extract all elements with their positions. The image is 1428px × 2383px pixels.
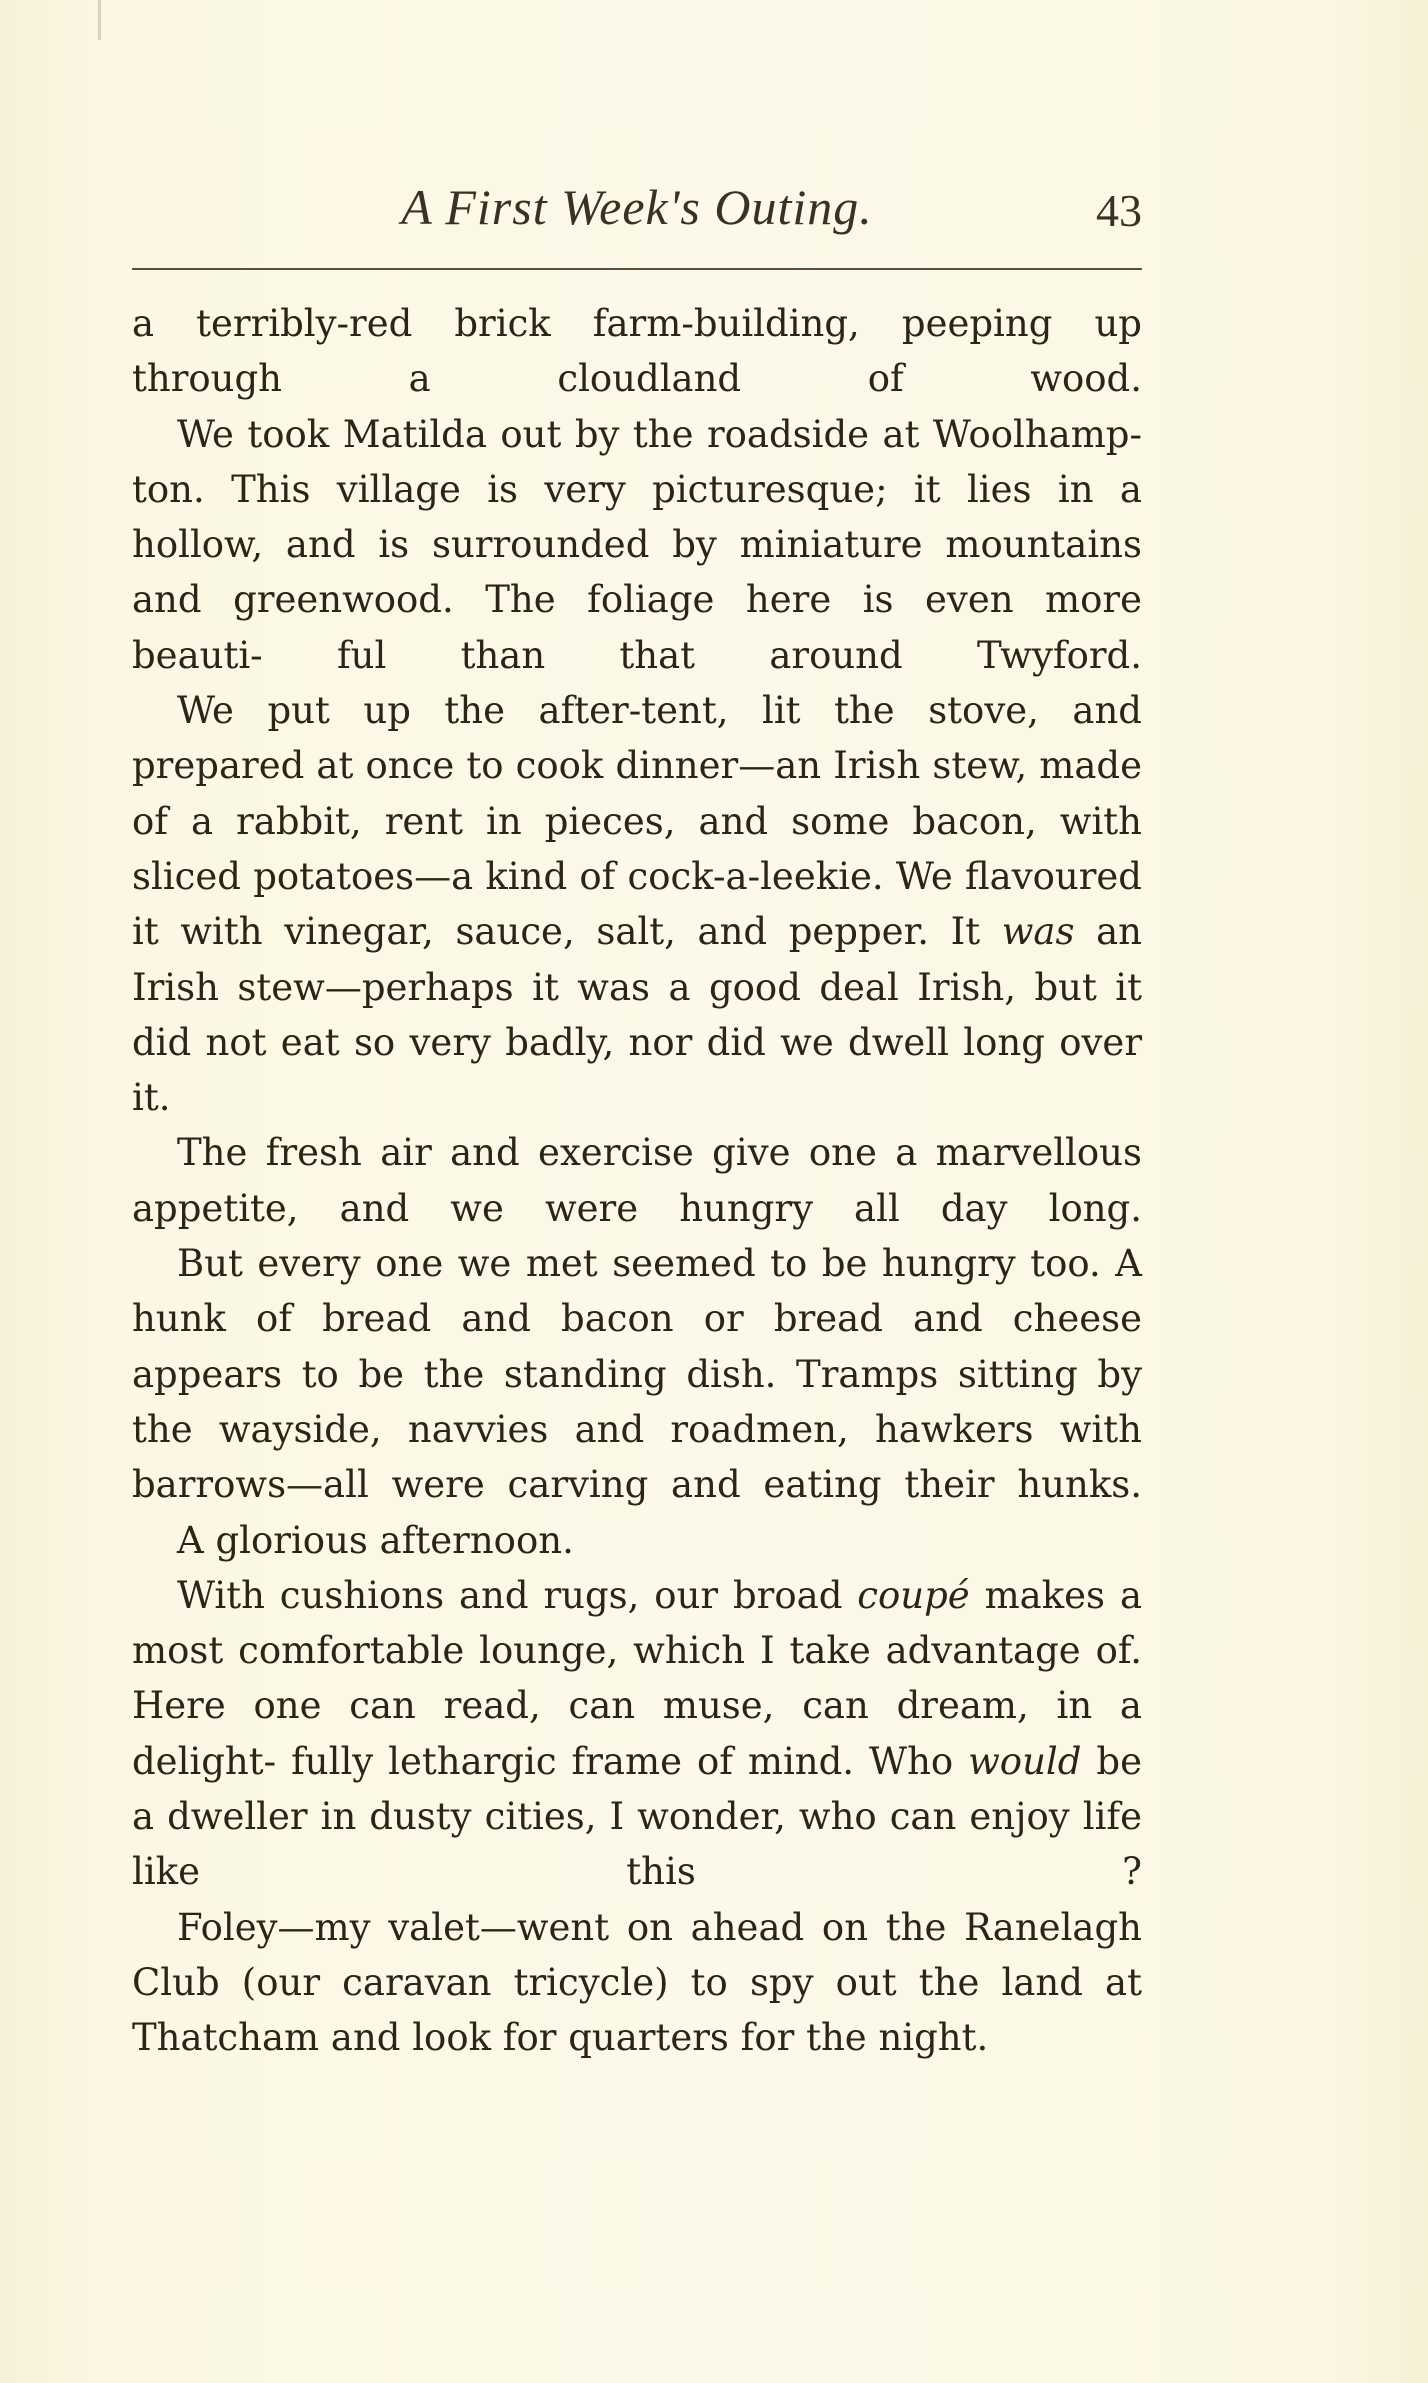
- paragraph: [132, 1513, 1142, 1568]
- text-line: at once to cook dinner—an Irish stew, made of a: [132, 744, 1142, 843]
- page-number: 43: [1096, 185, 1142, 236]
- gutter-mark: [98, 0, 101, 40]
- text-line: fully lethargic frame of mind. Who: [291, 1739, 969, 1783]
- body-text: [132, 296, 1142, 2066]
- text-line: potatoes—a kind of cock-a-leekie. We flavoured it: [132, 854, 1142, 954]
- text-line: We took Matilda out by the roadside at Woolhamp-: [177, 412, 1142, 456]
- text-line: over it.: [132, 1020, 1143, 1120]
- text-line: the wayside, navvies and roadmen, hawkers with: [132, 1407, 1142, 1451]
- text-line: With cushions and rugs, our broad: [177, 1573, 858, 1617]
- text-line: Here one can read, can muse, can dream, in a delight-: [132, 1684, 1142, 1783]
- paragraph: [132, 683, 1142, 1125]
- paragraph: [132, 407, 1142, 683]
- text-line: be a: [132, 1739, 1142, 1839]
- text-line: ful than that around Twyford.: [336, 633, 1142, 677]
- text-line: appetite, and we were hungry all day long.: [132, 1186, 1142, 1230]
- text-line: dweller in dusty cities, I wonder, who can enjoy: [167, 1795, 1070, 1839]
- emphasis-text: would: [968, 1739, 1082, 1783]
- text-line: makes a: [969, 1573, 1142, 1617]
- text-line: But every one we met seemed to be hungry too.: [177, 1242, 1101, 1286]
- paragraph: [132, 1236, 1142, 1512]
- text-line: and greenwood. The foliage here is even more beauti-: [132, 578, 1142, 677]
- text-line: most comfortable lounge, which I take advantage of.: [132, 1629, 1142, 1673]
- text-line: barrows—all were carving and eating their hunks.: [132, 1463, 1142, 1507]
- text-line: The fresh air and exercise give one a marvellous: [177, 1131, 1142, 1175]
- header-rule: [132, 268, 1142, 270]
- text-line: Irish stew—perhaps it was a good deal Irish, but it: [132, 965, 1142, 1009]
- paragraph: [132, 1125, 1142, 1236]
- text-line: a cloudland of wood.: [408, 357, 1142, 401]
- paragraph: [132, 1568, 1142, 1900]
- text-line: an: [1074, 910, 1142, 954]
- text-line: hollow, and is surrounded by miniature mountains: [132, 523, 1142, 567]
- page-header: [132, 178, 1142, 268]
- text-line: a terribly-red brick farm-building, peeping up through: [132, 302, 1142, 401]
- text-line: ton. This village is very picturesque; it lies in a: [132, 467, 1142, 511]
- text-line: with vinegar, sauce, salt, and pepper. It: [180, 910, 1002, 954]
- text-line: life like this ?: [132, 1795, 1143, 1894]
- text-line: rabbit, rent in pieces, and some bacon, with sliced: [132, 799, 1142, 898]
- text-line: appears to be the standing dish. Tramps sitting by: [132, 1352, 1142, 1396]
- text-line: Club (our caravan tricycle) to spy out the land at: [132, 1960, 1142, 2004]
- text-line: Foley—my valet—went on ahead on the Ranelagh: [177, 1905, 1142, 1949]
- running-title: A First Week's Outing.: [401, 179, 873, 235]
- text-line: A hunk of bread and bacon or bread and cheese: [132, 1242, 1142, 1341]
- text-line: did not eat so very badly, nor did we dwell long: [132, 1020, 1045, 1064]
- text-line: We put up the after-tent, lit the stove, and prepared: [132, 689, 1142, 788]
- emphasis-text: coupé: [857, 1573, 970, 1617]
- paragraph: [132, 296, 1142, 407]
- text-line: Thatcham and look for quarters for the night.: [132, 2016, 989, 2060]
- emphasis-text: was: [1001, 910, 1075, 954]
- paragraph: [132, 1900, 1142, 2066]
- text-line: A glorious afternoon.: [177, 1518, 574, 1562]
